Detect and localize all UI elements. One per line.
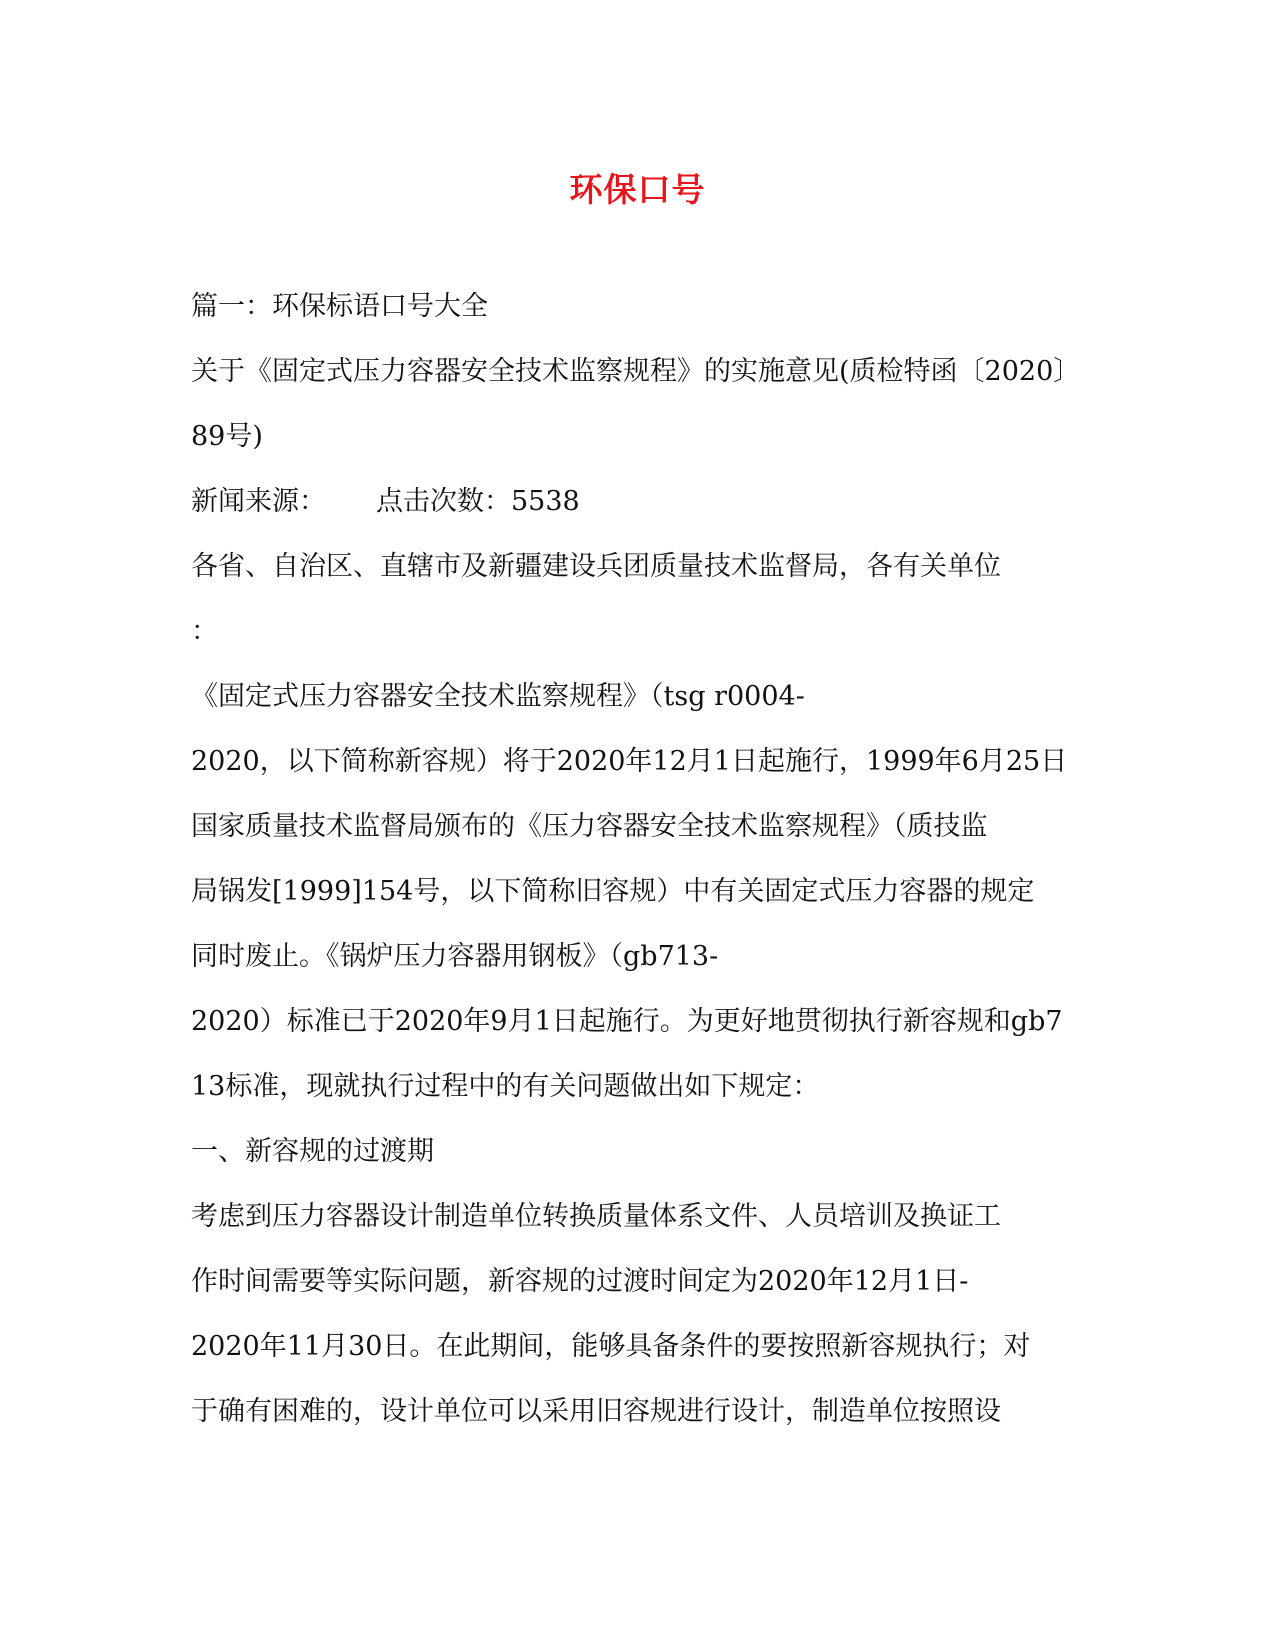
document-line-8: 2020，以下简称新容规）将于2020年12月1日起施行，1999年6月25日 — [191, 746, 1068, 777]
document-body — [191, 284, 1091, 1454]
document-line-15: 考虑到压力容器设计制造单位转换质量体系文件、人员培训及换证工 — [191, 1201, 1001, 1232]
document-line-5: 各省、自治区、直辖市及新疆建设兵团质量技术监督局，各有关单位 — [191, 551, 1001, 582]
document-line-9: 国家质量技术监督局颁布的《压力容器安全技术监察规程》（质技监 — [191, 811, 988, 842]
document-line-11: 同时废止。《锅炉压力容器用钢板》（gb713- — [191, 941, 719, 972]
document-line-3: 89号) — [191, 421, 263, 452]
document-line-17: 2020年11月30日。在此期间，能够具备条件的要按照新容规执行；对 — [191, 1331, 1031, 1362]
document-line-12: 2020）标准已于2020年9月1日起施行。为更好地贯彻执行新容规和gb7 — [191, 1006, 1063, 1037]
document-line-10: 局锅发[1999]154号，以下简称旧容规）中有关固定式压力容器的规定 — [191, 876, 1035, 907]
section-heading: 一、新容规的过渡期 — [191, 1136, 434, 1167]
news-source-label: 新闻来源： — [191, 486, 326, 517]
document-line-2: 关于《固定式压力容器安全技术监察规程》的实施意见(质检特函〔2020〕 — [191, 356, 1081, 387]
document-line-18: 于确有困难的，设计单位可以采用旧容规进行设计，制造单位按照设 — [191, 1396, 1001, 1427]
document-line-1: 篇一：环保标语口号大全 — [191, 291, 488, 322]
document-line-13: 13标准，现就执行过程中的有关问题做出如下规定： — [191, 1071, 820, 1102]
document-line-16: 作时间需要等实际问题，新容规的过渡时间定为2020年12月1日- — [191, 1266, 969, 1297]
news-info-line — [191, 479, 1091, 544]
document-title: 环保口号 — [569, 170, 706, 209]
document-line-7: 《固定式压力容器安全技术监察规程》（tsg r0004- — [191, 681, 805, 712]
document-line-6: ： — [191, 616, 218, 647]
click-count: 点击次数：5538 — [376, 486, 580, 517]
